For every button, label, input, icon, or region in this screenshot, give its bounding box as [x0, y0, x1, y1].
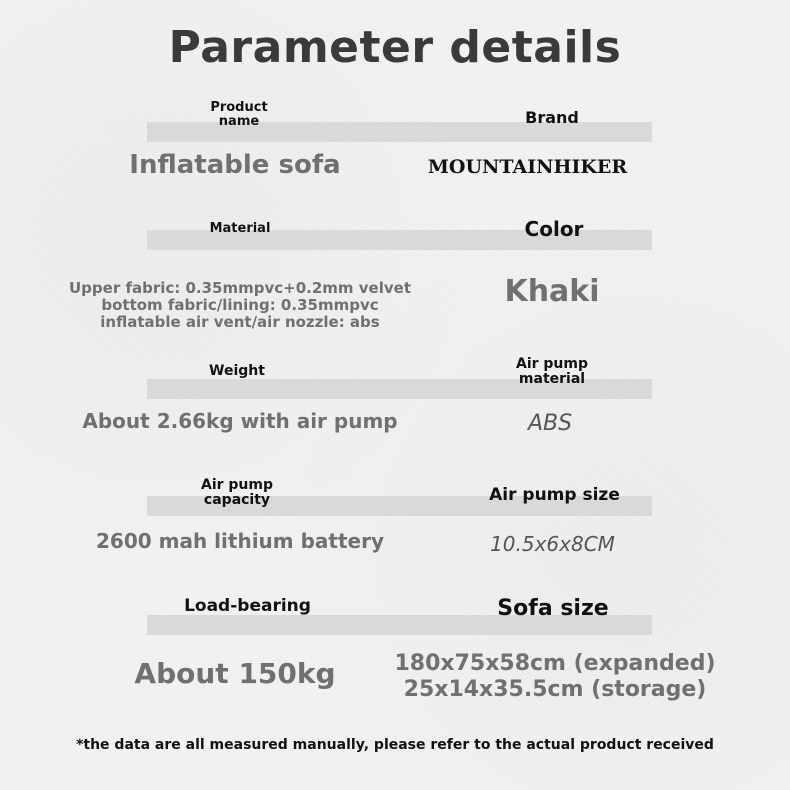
- value-weight: About 2.66kg with air pump: [82, 409, 398, 433]
- label-load-bearing: Load-bearing: [184, 596, 311, 616]
- label-air-pump-material: Air pump material: [515, 356, 588, 387]
- label-air-pump-capacity: Air pump capacity: [200, 477, 273, 508]
- label-material: Material: [209, 221, 271, 236]
- footnote: *the data are all measured manually, please refer to the actual product received: [76, 737, 714, 753]
- value-load-bearing: About 150kg: [134, 657, 336, 690]
- label-weight: Weight: [209, 363, 265, 379]
- value-sofa-size: 180x75x58cm (expanded) 25x14x35.5cm (storage): [394, 651, 716, 703]
- value-air-pump-material: ABS: [527, 411, 573, 436]
- value-brand: MOUNTAINHIKER: [427, 156, 628, 178]
- label-sofa-size: Sofa size: [497, 596, 609, 621]
- value-product-name: Inflatable sofa: [129, 150, 341, 180]
- value-air-pump-size: 10.5x6x8CM: [490, 532, 615, 556]
- page-title: Parameter details: [168, 22, 622, 73]
- label-air-pump-size: Air pump size: [489, 485, 620, 505]
- label-product-name: Product name: [210, 100, 268, 129]
- value-color: Khaki: [504, 274, 600, 309]
- value-air-pump-capacity: 2600 mah lithium battery: [96, 529, 384, 553]
- label-brand: Brand: [525, 108, 579, 127]
- label-color: Color: [524, 217, 584, 241]
- value-material: Upper fabric: 0.35mmpvc+0.2mm velvet bottom fabric/lining: 0.35mmpvc inflatable air vent/air nozzle: abs: [69, 279, 411, 331]
